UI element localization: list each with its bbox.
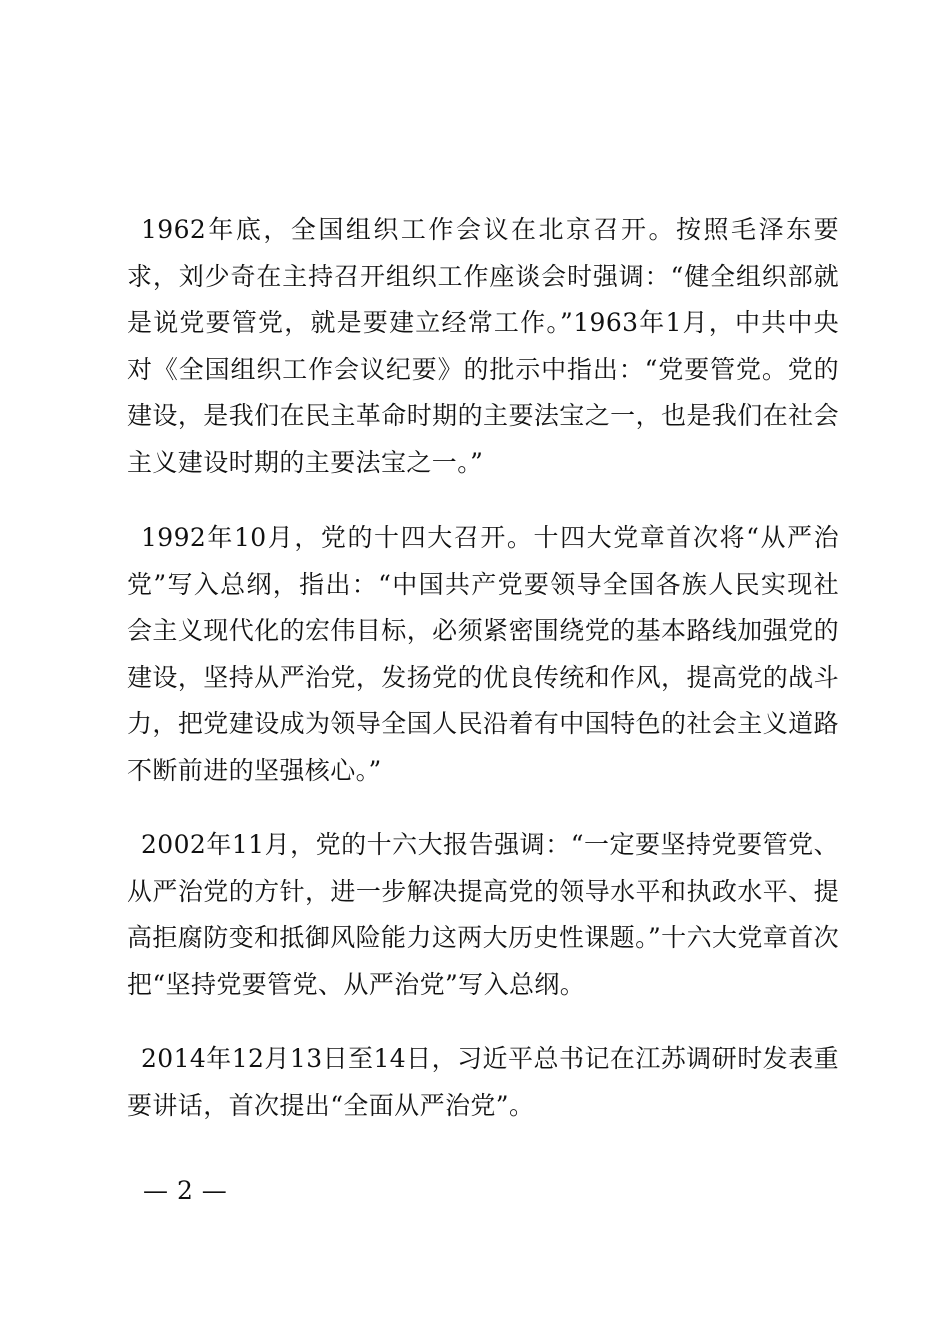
paragraph-1962: 1962年底，全国组织工作会议在北京召开。按照毛泽东要求，刘少奇在主持召开组织工作座谈会时强调：“健全组织部就是说党要管党，就是要建立经常工作。”1963年1月，中共中央对《全国组织工作会议纪要》的批示中指出：“党要管党。党的建设，是我们在民主革命时期的主要法宝之一，也是我们在社会主义建设时期的主要法宝之一。” [127, 215, 839, 477]
paragraph-2002: 2002年11月，党的十六大报告强调：“一定要坚持党要管党、从严治党的方针，进一步解决提高党的领导水平和执政水平、提高拒腐防变和抵御风险能力这两大历史性课题。”十六大党章首次把“坚持党要管党、从严治党”写入总纲。 [127, 830, 839, 999]
page-number: — 2 — [143, 1176, 228, 1205]
paragraph-2014: 2014年12月13日至14日，习近平总书记在江苏调研时发表重要讲话，首次提出“全面从严治党”。 [127, 1044, 839, 1120]
paragraph-1992: 1992年10月，党的十四大召开。十四大党章首次将“从严治党”写入总纲，指出：“中国共产党要领导全国各族人民实现社会主义现代化的宏伟目标，必须紧密围绕党的基本路线加强党的建设，坚持从严治党，发扬党的优良传统和作风，提高党的战斗力，把党建设成为领导全国人民沿着有中国特色的社会主义道路不断前进的坚强核心。” [127, 523, 839, 785]
